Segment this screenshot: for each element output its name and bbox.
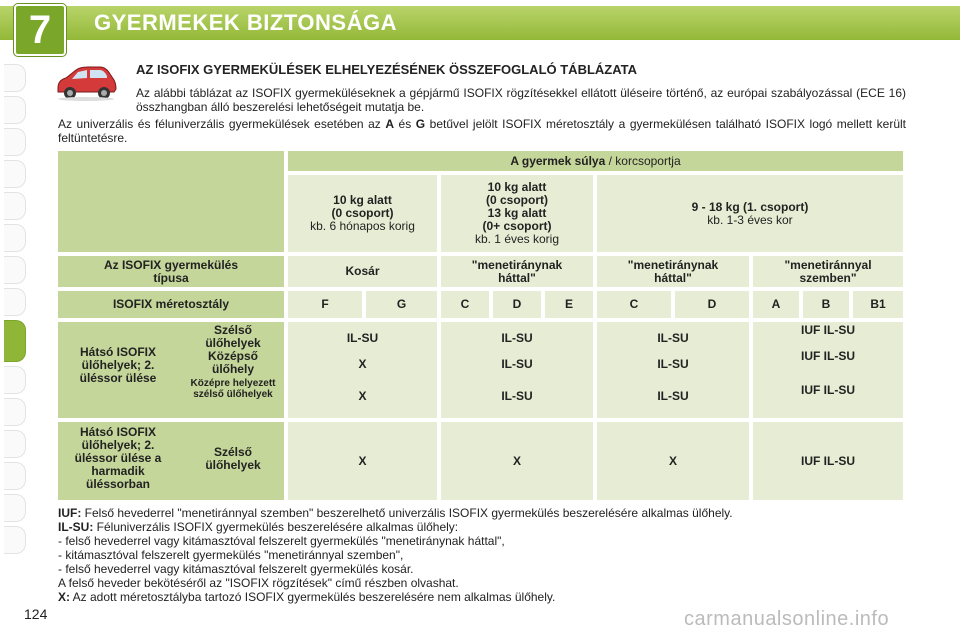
page-title: GYERMEKEK BIZTONSÁGA [94,10,397,35]
row1-value: IL-SU [657,331,689,345]
note-bullet: - kitámasztóval felszerelt gyermekülés "menetiránnyal szemben", [58,548,404,562]
row1-seat-1: Középső ülőhely [207,349,258,376]
group-2-l1: 9 - 18 kg (1. csoport) [691,199,809,214]
row2-value: X [441,422,593,500]
car-icon [54,62,118,102]
row2-value: X [288,422,437,500]
chapter-tab[interactable] [4,494,26,522]
size-cell: E [545,291,593,318]
letter-a: A [385,117,394,131]
row1-value: IL-SU [346,331,379,345]
chapter-tab[interactable] [4,398,26,426]
row1-value: IUF IL-SU [801,349,855,363]
row1-value: IL-SU [501,331,533,345]
type-label: Az ISOFIX gyermekülés típusa [58,256,284,287]
letter-g: G [415,117,426,131]
group-0-l3: kb. 6 hónapos korig [310,219,415,233]
row2-label: Hátsó ISOFIX ülőhelyek; 2. üléssor ülése a harmadik üléssorban [74,425,162,491]
row1-value: IL-SU [501,389,533,403]
row1-value: IUF IL-SU [801,383,855,397]
size-label: ISOFIX méretosztály [58,291,284,318]
row1-seat-2: Középre helyezett szélső ülőhelyek [190,378,276,400]
group-1 [441,175,593,252]
legend-notes [58,506,918,604]
note-ilsu-text: Féluniverzális ISOFIX gyermekülés beszerelésére alkalmas ülőhely: [93,520,459,534]
note-iuf-text: Felső hevederrel "menetiránnyal szemben" beszerelhető univerzális ISOFIX gyermekülés beszerelésére alkalmas ülőhely. [81,506,733,520]
chapter-tab[interactable] [4,128,26,156]
note-ref: A felső heveder bekötéséről az "ISOFIX rögzítések" című részben olvashat. [58,576,459,590]
group-0 [288,175,437,252]
chapter-tab[interactable] [4,224,26,252]
row2-seat: Szélső ülőhelyek [205,445,261,472]
row1-value: IL-SU [657,357,689,371]
group-2 [597,175,903,252]
type-0: Kosár [288,256,437,287]
note-ilsu-label: IL-SU: [58,520,94,534]
row1-value: X [358,357,367,371]
chapter-tab[interactable] [4,64,26,92]
paragraph-mid: és [394,117,416,131]
paragraph-post: betűvel jelölt ISOFIX méretosztály a gyermekülésen található ISOFIX logó mellett került feltüntetésre. [58,117,907,145]
note-x-label: X: [58,590,70,604]
size-cell: D [675,291,749,318]
row1-label: Hátsó ISOFIX ülőhelyek; 2. üléssor ülése [79,345,157,385]
note-bullet: - felső hevederrel vagy kitámasztóval felszerelt gyermekülés kosár. [58,562,414,576]
note-x [58,590,918,604]
row1-value: IL-SU [657,389,689,403]
size-cell: F [288,291,362,318]
group-2-l2: kb. 1-3 éves kor [707,212,793,227]
row1-value: IUF IL-SU [801,323,855,337]
size-cell: G [366,291,437,318]
size-cell: B1 [853,291,903,318]
chapter-tab[interactable] [4,430,26,458]
chapter-tab[interactable] [4,462,26,490]
chapter-number: 7 [14,4,66,56]
chapter-tab[interactable] [4,192,26,220]
type-3: "menetiránnyal szemben" [753,256,903,287]
note-bullet: - felső hevederrel vagy kitámasztóval felszerelt gyermekülés "menetiránynak háttal", [58,534,505,548]
group-1-l3: 13 kg alatt [487,206,547,220]
row1-seat-0: Szélső ülőhelyek [205,323,261,350]
note-ilsu [58,520,918,534]
size-cell: B [803,291,849,318]
size-cell: A [753,291,799,318]
group-1-l1: 10 kg alatt [487,180,547,194]
chapter-tab[interactable] [4,366,26,394]
group-1-l4: (0+ csoport) [482,219,552,233]
chapter-tab[interactable] [4,96,26,124]
chapter-tab[interactable] [4,526,26,554]
row1-value: IL-SU [501,357,533,371]
page-number: 124 [24,606,48,622]
group-0-l1: 10 kg alatt [333,193,392,207]
type-2: "menetiránynak háttal" [597,256,749,287]
intro-text: Az alábbi táblázat az ISOFIX gyermeküléseknek a gépjármű ISOFIX rögzítésekkel ellátott üléseire történő, az európai szabályozással (ECE 16) összhangban álló beszerelési lehetőségeit mutatja be. [136,86,906,114]
group-1-l5: kb. 1 éves korig [474,232,560,246]
chapter-tab[interactable] [4,288,26,316]
row2-value: IUF IL-SU [753,422,903,500]
size-cell: C [441,291,489,318]
row2-value: X [597,422,749,500]
watermark: carmanualsonline.info [684,608,890,630]
chapter-tab[interactable] [4,160,26,188]
weight-header [288,151,903,171]
chapter-tab[interactable] [4,256,26,284]
weight-header-bold: A gyermek súlya [510,153,606,168]
note-x-text: Az adott méretosztályba tartozó ISOFIX gyermekülés beszerelésére nem alkalmas ülőhely. [70,590,556,604]
group-1-l2: (0 csoport) [485,193,548,207]
section-title: AZ ISOFIX GYERMEKÜLÉSEK ELHELYEZÉSÉNEK ÖSSZEFOGLALÓ TÁBLÁZATA [136,62,638,77]
chapter-tab-active[interactable] [4,320,26,362]
group-0-l2: (0 csoport) [331,206,394,220]
row1-value: X [358,389,367,403]
chapter-tabs [4,64,26,558]
size-cell: D [493,291,541,318]
type-1: "menetiránynak háttal" [441,256,593,287]
note-iuf [58,506,918,520]
size-cell: C [597,291,671,318]
table-corner [58,151,284,252]
weight-header-rest: / korcsoportja [605,153,681,168]
note-iuf-label: IUF: [58,506,82,520]
paragraph [58,117,906,145]
paragraph-pre: Az univerzális és féluniverzális gyermekülések esetében az [58,117,386,131]
